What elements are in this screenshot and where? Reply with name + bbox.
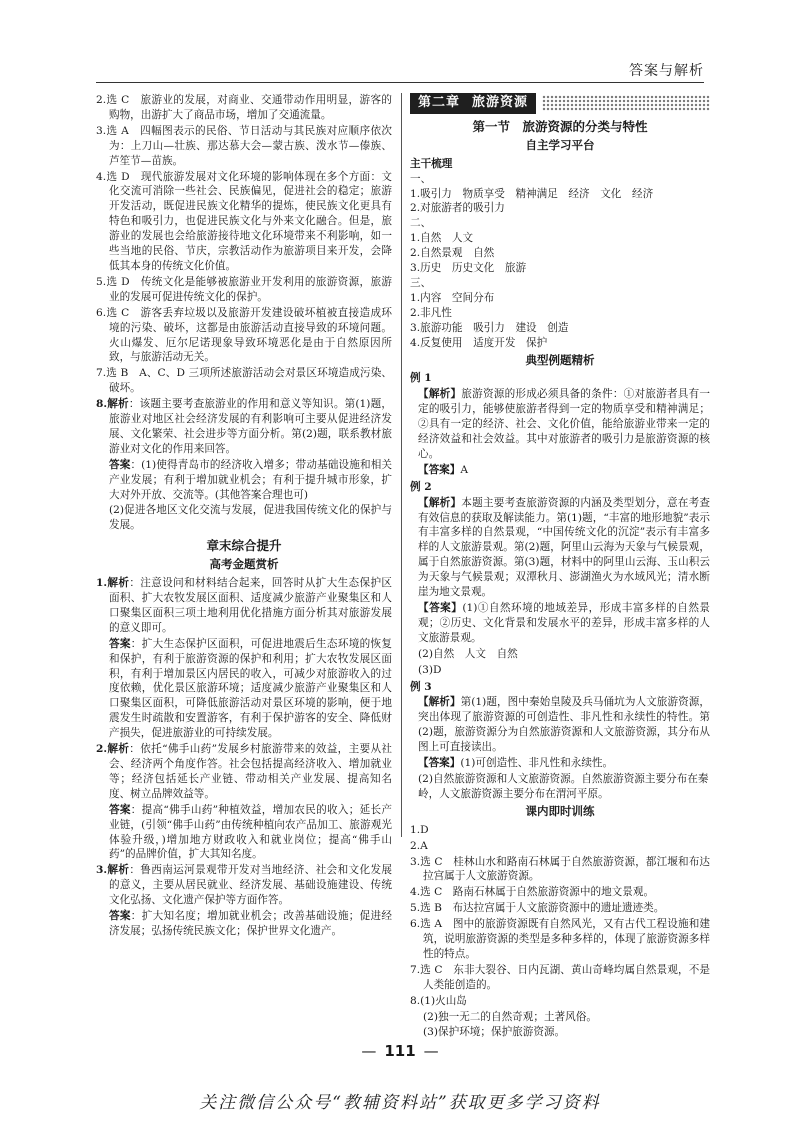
chapter-name: 旅游资源	[472, 95, 529, 110]
analysis-label: 2.解析	[96, 743, 130, 756]
outline-line: 2.非凡性	[410, 306, 452, 319]
answer-text: ：提高“佛手山药”种植效益，增加农民的收入；延长产业链，(引领“佛手山药”由传统种植向农产品加工、旅游观光体验升级，)增加地方财政收入和就业岗位；提高“佛手山药”的品牌价值，扩大其知名度。	[109, 803, 392, 861]
example-analysis	[410, 496, 710, 600]
running-header-title: 答案与解析	[629, 63, 704, 79]
analysis-text: ：依托“佛手山药”发展乡村旅游带来的效益，主要从社会、经济两个角度作答。社会包括提高经济收入、增加就业等；经济包括延长产业链、带动相关产业发展、提高知名度、树立品牌效益等。	[109, 743, 392, 800]
answer-item: 4.选 D 现代旅游发展对文化环境的影响体现在多个方面：文化交流可消除一些社会、民族偏见，促进社会的稳定；旅游开发活动，既促进民族文化精华的提炼，使民族文化更具有特色和吸引力，也促进民族文化与外来文化融合。但是，旅游业的发展也会给旅游接待地文化环境带来不利影响，如一些当地的民俗、节庆，宗教活动作为旅游项目来开发，会降低其本身的传统文化价值。	[96, 170, 392, 272]
answer-label: 答案	[109, 637, 131, 650]
column-divider	[401, 93, 402, 837]
practice-subitem: (2)独一无二的自然奇观；土著风俗。	[423, 1010, 597, 1023]
example-answer	[410, 463, 710, 478]
analysis-label: 1.解析	[96, 577, 130, 590]
answer-tag: 【答案】	[418, 602, 463, 614]
analysis-text: ：鲁西南运河景观带开发对当地经济、社会和文化发展的意义，主要从居民就业、经济发展、基础设施建设、传统文化弘扬、文化遗产保护等方面作答。	[109, 864, 392, 907]
answer-text: ：扩大生态保护区面积，可促进地震后生态环境的恢复和保护，有利于旅游资源的保护和利用；扩大农牧发展区面积，有利于增加景区内居民的收入，可减少对旅游收入的过度依赖，优化景区旅游环境；适度减少旅游产业聚集区和人口聚集区面积，可降低旅游活动对景区环境的影响，便于地震发生时疏散和安置游客，有利于保护游客的安全、降低财产损失，促进旅游业的可持续发展。	[109, 637, 393, 740]
outline-line: 1.内容 空间分布	[410, 291, 495, 304]
answer-block	[96, 803, 392, 863]
section-title: 第一节 旅游资源的分类与特性	[472, 118, 648, 134]
chapter-heading	[410, 93, 710, 114]
answer-label: 答案	[109, 458, 131, 471]
right-column	[410, 93, 710, 1041]
answer-text: A	[460, 463, 469, 476]
page-dash-left: —	[361, 1042, 377, 1060]
practice-item: 2.A	[410, 839, 428, 852]
analysis-text: ：注意设问和材料结合起来，回答时从扩大生态保护区面积、扩大农牧发展区面积、适度减少旅游产业聚集区和人口聚集区面积三项土地利用优化措施方面分析其对旅游发展的意义即可。	[109, 577, 392, 634]
outline-line: 2.自然景观 自然	[410, 247, 495, 260]
review-item	[96, 742, 392, 802]
answer-label: 答案	[109, 803, 131, 816]
outline-line: 3.旅游功能 吸引力 建设 创造	[410, 321, 569, 334]
analysis-text: 旅游资源的形成必须具备的条件：①对旅游者具有一定的吸引力，能够使旅游者得到一定的物质享受和精神满足；②具有一定的经济、社会、文化价值，能给旅游业带来一定的经济效益和社会效益。其中对旅游者的吸引力是旅游资源的核心。	[418, 388, 711, 460]
analysis-text: ：该题主要考查旅游业的作用和意义等知识。第(1)题，旅游业对地区社会经济发展的有利影响可主要从促进经济发展、文化繁荣、社会进步等方面分析。第(2)题，联系教材旅游业对文化的作用来回答。	[109, 398, 392, 455]
chapter-number: 第二章	[418, 95, 461, 110]
outline-line: 4.反复使用 适度开发 保护	[410, 336, 548, 349]
outline-line: 3.历史 历史文化 旅游	[410, 262, 527, 275]
example-answer	[410, 601, 710, 646]
review-item	[96, 576, 392, 636]
example-analysis	[410, 387, 710, 462]
outline-line: 1.自然 人文	[410, 232, 474, 245]
analysis-label: 3.解析	[96, 864, 130, 877]
outline-line: 三、	[410, 276, 432, 289]
example-answer	[410, 756, 710, 771]
answer-block: (2)促进各地区文化交流与发展，促进我国传统文化的保护与发展。	[109, 504, 392, 532]
answer-item: 7.选 B A、C、D 三项所述旅游活动会对景区环境造成污染、破坏。	[96, 367, 392, 395]
footer-watermark-note: 关注微信公众号“教辅资料站”获取更多学习资料	[199, 1093, 601, 1113]
outline-label: 主干梳理	[410, 157, 453, 170]
answer-text: (1)可创造性、非凡性和永续性。	[460, 757, 614, 770]
review-item	[96, 863, 392, 908]
answer-text: ：扩大知名度；增加就业机会；改善基础设施；促进经济发展；弘扬传统民族文化；保护世界文化遗产。	[109, 910, 393, 937]
answer-block	[96, 458, 392, 503]
review-section-title: 章末综合提升	[206, 538, 282, 554]
practice-item: 3.选 C 桂林山水和路南石林属于自然旅游资源，都江堰和布达拉宫属于人文旅游资源。	[410, 855, 710, 883]
answer-block	[96, 909, 392, 939]
analysis-label: 8.解析	[96, 398, 129, 411]
subsection-title: 自主学习平台	[525, 137, 595, 152]
review-section-subtitle: 高考金题赏析	[209, 557, 279, 572]
answer-label: 答案	[109, 910, 131, 923]
example-label: 例 1	[410, 372, 432, 385]
analysis-tag: 【解析】	[418, 496, 462, 509]
example-answer-line: (3)D	[418, 663, 442, 676]
practice-item: 7.选 C 东非大裂谷、日内瓦湖、黄山奇峰均属自然景观，不是人类能创造的。	[410, 963, 710, 991]
answer-item: 2.选 C 旅游业的发展，对商业、交通带动作用明显，游客的购物，出游扩大了商品市场，增加了交通流量。	[96, 94, 392, 121]
outline-line: 二、	[410, 217, 432, 230]
answer-tag: 【答案】	[418, 463, 461, 476]
answer-item: 6.选 C 游客丢弃垃圾以及旅游开发建设破坏植被直接造成环境的污染、破坏，这都是由旅游活动直接导致的环境问题。火山爆发、厄尔尼诺现象导致环境恶化是由于自然原因所致，与旅游活动无关。	[96, 306, 392, 364]
outline-line: 一、	[410, 172, 432, 185]
header-divider	[96, 82, 704, 83]
answer-text: (1)①自然环境的地域差异，形成丰富多样的自然景观；②历史、文化背景和发展水平的差异，形成丰富多样的人文旅游景观。	[418, 602, 710, 644]
practice-item: 8.(1)火山岛	[410, 994, 467, 1007]
analysis-text: 本题主要考查旅游资源的内涵及类型划分，意在考查有效信息的获取及解读能力。第(1)题，“丰富的地形地貌”表示有丰富多样的自然景观，“中国传统文化的沉淀”表示有丰富多样的人文旅游景观。第(2)题，阿里山云海为天象与气候景观，属于自然旅游资源。第(3)题，材料中的阿里山云海、玉山积云为天象与气候景观；双潭秋月、澎湖渔火为水域风光；清水断崖为地文景观。	[418, 496, 711, 599]
page-number	[0, 1042, 800, 1060]
practice-subitem: (3)保护环境；保护旅游资源。	[423, 1026, 566, 1039]
practice-item: 5.选 B 布达拉宫属于人文旅游资源中的遗址遗迹类。	[410, 902, 665, 915]
answer-block	[96, 637, 392, 741]
practice-item: 1.D	[410, 823, 429, 836]
left-column	[96, 93, 392, 940]
analysis-tag: 【解析】	[418, 388, 462, 401]
practice-item: 4.选 C 路南石林属于自然旅游资源中的地文景观。	[410, 886, 655, 899]
example-answer-line: (2)自然旅游资源和人文旅游资源。自然旅游资源主要分布在秦岭，人文旅游资源主要分布在渭河平原。	[418, 772, 709, 800]
example-label: 例 3	[410, 680, 432, 693]
practice-title: 课内即时训练	[525, 803, 595, 818]
page-dash-right: —	[423, 1042, 439, 1060]
answer-tag: 【答案】	[418, 757, 461, 770]
chapter-dot-pattern	[542, 95, 710, 111]
answer-item: 5.选 D 传统文化是能够被旅游业开发利用的旅游资源，旅游业的发展可促进传统文化的保护。	[96, 275, 392, 303]
outline-line: 1.吸引力 物质享受 精神满足 经济 文化 经济	[410, 187, 654, 200]
example-analysis	[410, 695, 710, 755]
page-number-value: 111	[384, 1042, 416, 1060]
answer-item-8	[96, 397, 392, 457]
answer-text: ：(1)使得青岛市的经济收入增多；带动基础设施和相关产业发展；有利于增加就业机会；有利于提升城市形象，扩大对外开放、交流等。(其他答案合理也可)	[109, 458, 393, 501]
analysis-tag: 【解析】	[418, 696, 461, 709]
outline-line: 2.对旅游者的吸引力	[410, 202, 505, 215]
example-label: 例 2	[410, 480, 432, 493]
answer-item: 3.选 A 四幅图表示的民俗、节日活动与其民族对应顺序依次为：上刀山—壮族、那达慕大会—蒙古族、泼水节—傣族、芦笙节—苗族。	[96, 124, 392, 167]
examples-title: 典型例题精析	[525, 352, 595, 367]
chapter-title-box	[410, 93, 536, 114]
practice-item: 6.选 A 图中的旅游资源既有自然风光，又有古代工程设施和建筑，说明旅游资源的类型是多种多样的，体现了旅游资源多样性的特点。	[410, 918, 710, 960]
analysis-text: 第(1)题，图中秦始皇陵及兵马俑坑为人文旅游资源，突出体现了旅游资源的可创造性、非凡性和永续性的特性。第(2)题，旅游资源分为自然旅游资源和人文旅游资源，其分布从图上可直接读出。	[418, 696, 711, 754]
example-answer-line: (2)自然 人文 自然	[418, 647, 518, 660]
